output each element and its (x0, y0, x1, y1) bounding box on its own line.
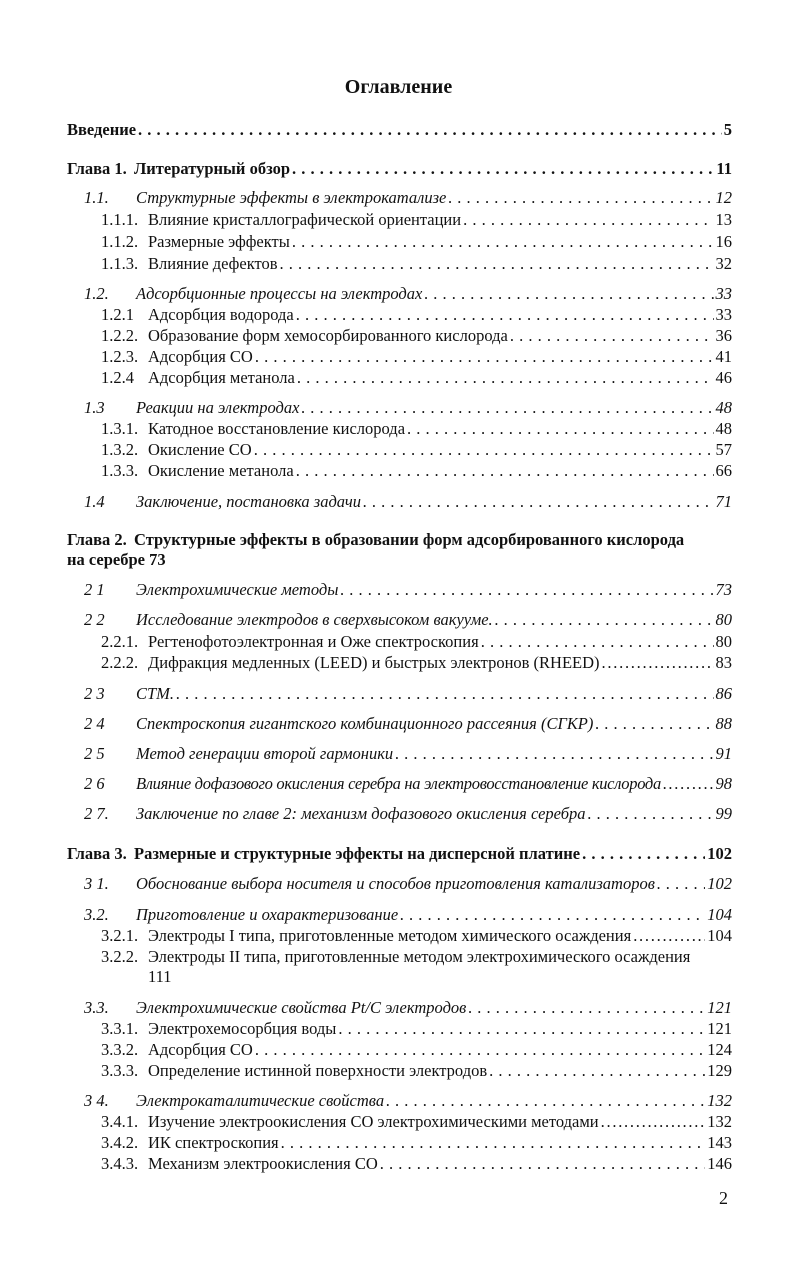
toc-subsection[interactable] (101, 347, 732, 367)
toc-section-3-1[interactable] (84, 874, 732, 894)
toc-entry-title: Введение (67, 120, 137, 139)
toc-section-2-2[interactable] (84, 610, 732, 630)
dot-leader (510, 326, 714, 346)
toc-entry-page: 104 (707, 905, 732, 924)
toc-subsection-number: 2.2.1. (101, 632, 139, 651)
toc-entry-page: 88 (715, 714, 732, 733)
toc-entry-title: Обоснование выбора носителя и способов приготовления катализаторов (136, 874, 655, 893)
toc-entry-title: Структурные эффекты в электрокатализе (136, 188, 447, 207)
dot-leader (296, 461, 714, 481)
toc-subsection[interactable] (101, 305, 732, 325)
toc-entry-page: 104 (707, 926, 732, 945)
toc-chapter-1[interactable] (67, 159, 732, 179)
toc-chapter-3[interactable] (67, 844, 732, 864)
dot-leader (601, 1112, 706, 1132)
toc-subsection-number: 1.1.3. (101, 254, 139, 273)
toc-entry-page: 146 (707, 1154, 732, 1173)
toc-entry-title-continued: 111 (148, 967, 172, 986)
toc-entry-page: 121 (707, 1019, 732, 1038)
toc-subsection[interactable] (101, 254, 732, 274)
toc-subsection-number: 1.1.1. (101, 210, 139, 229)
toc-subsection[interactable] (101, 368, 732, 388)
toc-entry-title: Электрохемосорбция воды (148, 1019, 337, 1038)
toc-entry-page: 99 (715, 804, 732, 823)
toc-subsection[interactable] (101, 653, 732, 673)
toc-section-2-6[interactable] (84, 774, 732, 794)
dot-leader (657, 874, 705, 894)
toc-section-2-4[interactable] (84, 714, 732, 734)
toc-section-2-1[interactable] (84, 580, 732, 600)
dot-leader (281, 1133, 706, 1153)
toc-entry-title: ИК спектроскопия (148, 1133, 279, 1152)
toc-section-number: 3 4. (84, 1091, 109, 1110)
toc-entry-page: 5 (723, 120, 732, 139)
toc-subsection[interactable] (101, 1154, 732, 1174)
toc-entry-title: Метод генерации второй гармоники (136, 744, 394, 763)
toc-entry-title: Катодное восстановление кислорода (148, 419, 406, 438)
toc-subsection-number: 2.2.2. (101, 653, 139, 672)
dot-leader (595, 714, 713, 734)
page-title: Оглавление (344, 76, 453, 98)
toc-chapter-number: Глава 2. (67, 530, 127, 549)
toc-chapter-number: Глава 1. (67, 159, 127, 178)
toc-entry-title: СТМ. (136, 684, 175, 703)
dot-leader (338, 1019, 705, 1039)
toc-section-number: 1.1. (84, 188, 109, 207)
toc-subsection[interactable] (101, 1133, 732, 1153)
toc-entry-page: 41 (715, 347, 732, 366)
dot-leader (176, 684, 713, 704)
toc-entry-title: Электрохимические свойства Pt/C электродов (136, 998, 467, 1017)
toc-entry-page: 66 (715, 461, 732, 480)
toc-subsection-number: 3.4.1. (101, 1112, 139, 1131)
dot-leader (255, 1040, 705, 1060)
toc-entry-page: 46 (715, 368, 732, 387)
toc-entry-title: Реакции на электродах (136, 398, 300, 417)
toc-section-3-4[interactable] (84, 1091, 732, 1111)
toc-entry-page: 13 (715, 210, 732, 229)
toc-entry-title: Определение истинной поверхности электродов (148, 1061, 488, 1080)
toc-subsection[interactable] (101, 326, 732, 346)
toc-subsection-number: 1.2.2. (101, 326, 139, 345)
toc-subsection-number: 3.2.1. (101, 926, 139, 945)
toc-entry-page: 80 (715, 610, 732, 629)
toc-subsection[interactable] (101, 1112, 732, 1132)
toc-section-3-3[interactable] (84, 998, 732, 1018)
dot-leader (301, 398, 713, 418)
toc-entry-page: 86 (715, 684, 732, 703)
dot-leader (380, 1154, 705, 1174)
toc-entry-page: 16 (715, 232, 732, 251)
toc-entry-title: Образование форм хемосорбированного кислорода (148, 326, 508, 345)
toc-subsection-number: 1.1.2. (101, 232, 139, 251)
toc-entry-title: Электроды I типа, приготовленные методом химического осаждения (148, 926, 632, 945)
dot-leader (633, 926, 705, 946)
toc-entry-page: 129 (707, 1061, 732, 1080)
toc-section-2-3[interactable] (84, 684, 732, 704)
dot-leader (481, 632, 714, 652)
toc-entry-title-continued: на серебре 73 (67, 550, 166, 569)
toc-chapter-number: Глава 3. (67, 844, 127, 863)
dot-leader (424, 284, 713, 304)
toc-subsection[interactable] (101, 1019, 732, 1039)
toc-entry-title: Адсорбция водорода (148, 305, 294, 324)
toc-entry-page: 91 (715, 744, 732, 763)
dot-leader (468, 998, 705, 1018)
toc-subsection[interactable] (101, 632, 732, 652)
toc-entry-page: 80 (715, 632, 732, 651)
toc-entry-title: Механизм электроокисления СО (148, 1154, 378, 1173)
toc-section-number: 2 3 (84, 684, 105, 703)
toc-subsection[interactable] (101, 1040, 732, 1060)
toc-subsection-number: 3.3.1. (101, 1019, 139, 1038)
toc-subsection[interactable] (101, 947, 732, 987)
toc-entry-page: 36 (715, 326, 732, 345)
dot-leader (255, 347, 714, 367)
toc-chapter-2[interactable] (67, 530, 735, 570)
toc-entry-title: Влияние кристаллографической ориентации (148, 210, 462, 229)
dot-leader (495, 610, 714, 630)
toc-entry-title: Заключение по главе 2: механизм дофазового окисления серебра (136, 804, 586, 823)
dot-leader (448, 188, 713, 208)
dot-leader (340, 580, 713, 600)
toc-entry-page: 143 (707, 1133, 732, 1152)
toc-entry-title: Заключение, постановка задачи (136, 492, 361, 511)
toc-subsection-number: 3.3.2. (101, 1040, 139, 1059)
toc-entry-page: 124 (707, 1040, 732, 1059)
toc-entry-page: 132 (707, 1091, 732, 1110)
toc-section-number: 2 2 (84, 610, 105, 629)
dot-leader (588, 804, 714, 824)
toc-entry-page: 102 (707, 844, 732, 863)
toc-subsection[interactable] (101, 419, 732, 439)
toc-entry-page: 98 (715, 774, 732, 793)
toc-entry-page: 12 (715, 188, 732, 207)
toc-intro[interactable] (67, 120, 732, 140)
toc-section-number: 3 1. (84, 874, 109, 893)
toc-subsection-number: 3.2.2. (101, 947, 139, 966)
toc-entry-title: Адсорбция метанола (148, 368, 295, 387)
dot-leader (386, 1091, 705, 1111)
toc-entry-title: Регтенофотоэлектронная и Оже спектроскопия (148, 632, 479, 651)
dot-leader (296, 305, 714, 325)
toc-entry-page: 48 (715, 419, 732, 438)
toc-entry-title: Электроды II типа, приготовленные методом электрохимического осаждения (148, 947, 691, 966)
toc-subsection-number: 1.3.3. (101, 461, 139, 480)
toc-entry-title: Структурные эффекты в образовании форм адсорбированного кислорода (134, 530, 685, 549)
toc-entry-page: 33 (715, 305, 732, 324)
toc-entry-title: Исследование электродов в сверхвысоком вакууме. (136, 610, 493, 629)
toc-entry-title: Электрохимические методы (136, 580, 339, 599)
toc-subsection[interactable] (101, 1061, 732, 1081)
dot-leader (489, 1061, 705, 1081)
dot-leader (663, 774, 714, 794)
toc-entry-page: 132 (707, 1112, 732, 1131)
toc-entry-page: 102 (707, 874, 732, 893)
toc-subsection-number: 3.4.2. (101, 1133, 139, 1152)
toc-entry-title: Изучение электроокисления СО электрохимическими методами (148, 1112, 599, 1131)
toc-entry-title: Приготовление и охарактеризование (136, 905, 399, 924)
toc-subsection[interactable] (101, 232, 732, 252)
toc-section-number: 2 6 (84, 774, 105, 793)
toc-entry-title: Влияние дефектов (148, 254, 278, 273)
toc-entry-page: 83 (715, 653, 732, 672)
toc-section-number: 2 4 (84, 714, 105, 733)
toc-section-3-2[interactable] (84, 905, 732, 925)
toc-section-number: 2 5 (84, 744, 105, 763)
toc-subsection[interactable] (101, 926, 732, 946)
toc-entry-title: Размерные и структурные эффекты на дисперсной платине (134, 844, 581, 863)
toc-subsection[interactable] (101, 461, 732, 481)
dot-leader (602, 653, 714, 673)
dot-leader (407, 419, 713, 439)
toc-entry-page: 57 (715, 440, 732, 459)
toc-section-number: 2 7. (84, 804, 109, 823)
toc-entry-title: Адсорбционные процессы на электродах (136, 284, 423, 303)
dot-leader (297, 368, 714, 388)
toc-subsection-number: 1.3.2. (101, 440, 139, 459)
dot-leader (254, 440, 714, 460)
toc-entry-page: 11 (716, 159, 732, 178)
dot-leader (280, 254, 714, 274)
toc-entry-title: Окисление метанола (148, 461, 294, 480)
dot-leader (582, 844, 705, 864)
toc-section-number: 1.2. (84, 284, 109, 303)
toc-section-number: 1.4 (84, 492, 105, 511)
toc-chapter-title-line (67, 530, 735, 550)
toc-subsection-number: 1.2.4 (101, 368, 134, 387)
toc-entry-page: 33 (715, 284, 732, 303)
toc-subsection-number: 1.2.1 (101, 305, 134, 324)
toc-section-2-7[interactable] (84, 804, 732, 824)
toc-section-number: 1.3 (84, 398, 105, 417)
dot-leader (292, 159, 714, 179)
toc-subsection-title-line (101, 947, 732, 967)
toc-section-number: 2 1 (84, 580, 105, 599)
toc-subsection[interactable] (101, 440, 732, 460)
toc-entry-title: Электрокаталитические свойства (136, 1091, 385, 1110)
toc-entry-title: Адсорбция СО (148, 347, 253, 366)
toc-entry-title: Дифракция медленных (LEED) и быстрых электронов (RHEED) (148, 653, 600, 672)
toc-entry-title: Окисление СО (148, 440, 252, 459)
toc-entry-page: 71 (715, 492, 732, 511)
dot-leader (292, 232, 714, 252)
toc-section-1-3[interactable] (84, 398, 732, 418)
toc-section-number: 3.3. (84, 998, 109, 1017)
toc-subsection-number: 1.3.1. (101, 419, 139, 438)
toc-entry-page: 121 (707, 998, 732, 1017)
toc-entry-title: Влияние дофазового окисления серебра на электровосстановление кислорода (136, 774, 661, 793)
toc-subsection-number: 3.3.3. (101, 1061, 139, 1080)
toc-subsection[interactable] (101, 210, 732, 230)
toc-entry-title: Размерные эффекты (148, 232, 290, 251)
dot-leader (363, 492, 714, 512)
toc-entry-page: 48 (715, 398, 732, 417)
toc-section-number: 3.2. (84, 905, 109, 924)
dot-leader (463, 210, 713, 230)
toc-section-1-4[interactable] (84, 492, 732, 512)
dot-leader (138, 120, 722, 140)
toc-entry-page: 32 (715, 254, 732, 273)
page-number: 2 (719, 1188, 728, 1208)
toc-section-1-2[interactable] (84, 284, 732, 304)
toc-subsection-number: 1.2.3. (101, 347, 139, 366)
toc-entry-page: 73 (715, 580, 732, 599)
toc-section-2-5[interactable] (84, 744, 732, 764)
dot-leader (395, 744, 713, 764)
toc-section-1-1[interactable] (84, 188, 732, 208)
dot-leader (400, 905, 705, 925)
toc-entry-title: Спектроскопия гигантского комбинационного рассеяния (СГКР) (136, 714, 594, 733)
toc-entry-title: Адсорбция СО (148, 1040, 253, 1059)
toc-entry-title: Литературный обзор (134, 159, 291, 178)
toc-subsection-number: 3.4.3. (101, 1154, 139, 1173)
